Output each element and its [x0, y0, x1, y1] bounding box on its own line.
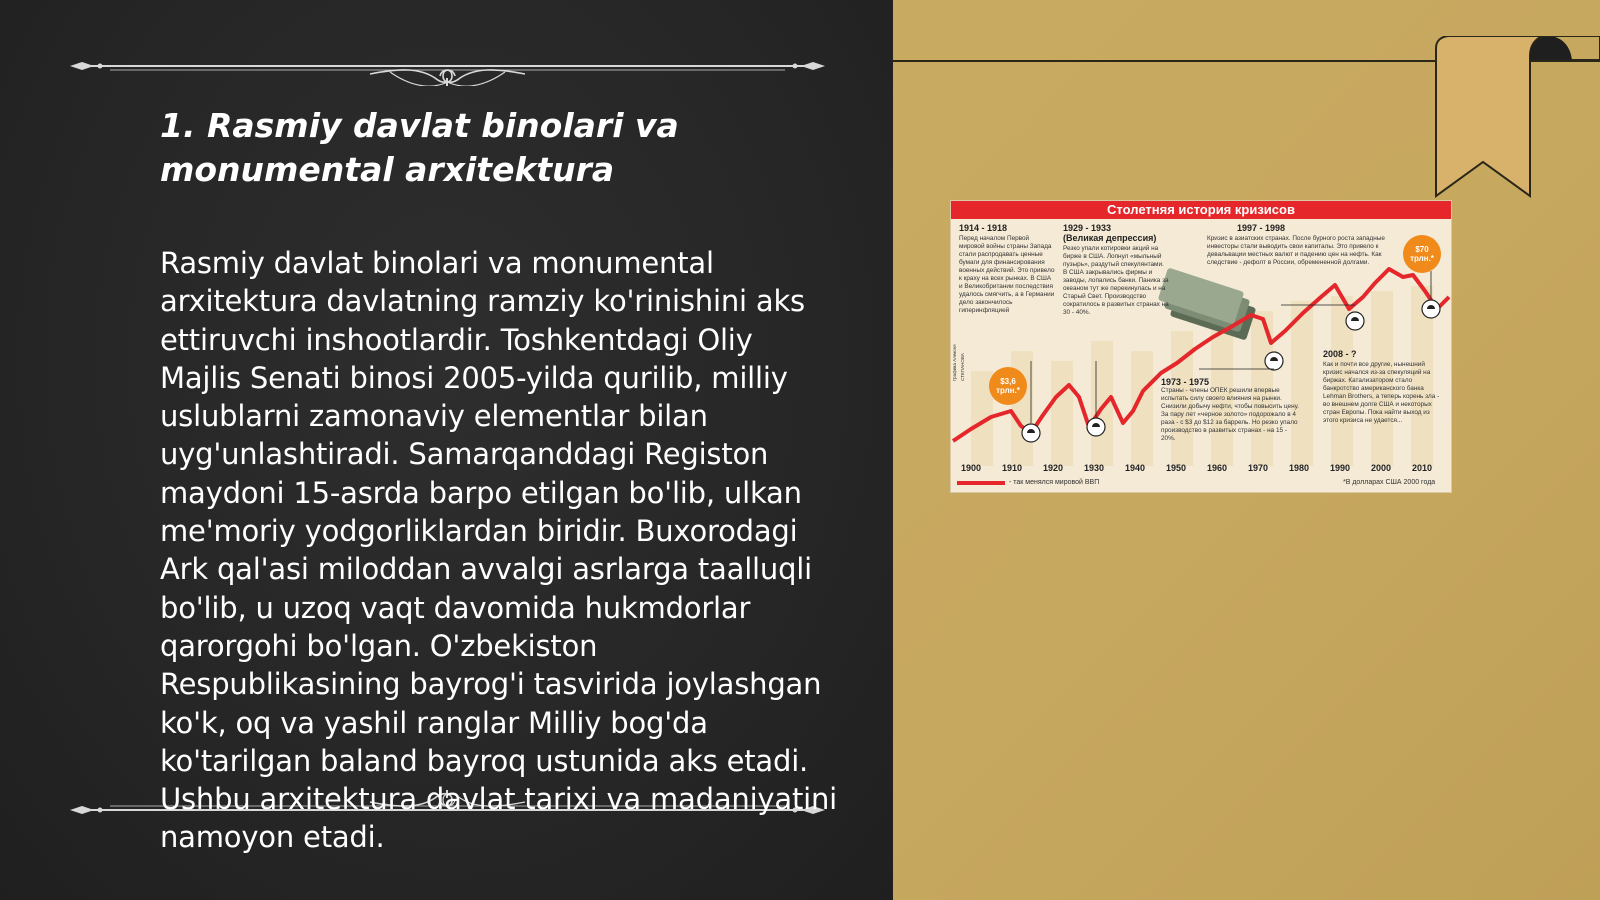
x-tick-label: 2000: [1371, 463, 1392, 473]
period-note: Резко упали котировки акций на бирже в США. Лопнул «мыльный пузырь», раздутый спекулянтами. В США закрывались фирмы и заводы, лопались банки. Паника за океаном тут же перекинулась и на Старый Свет. Производство сократилось в развитых странах на 30 - 40%.: [1063, 245, 1169, 316]
legend-text: - так менялся мировой ВВП: [1009, 479, 1100, 486]
graphics-credit: Графика Алексея СТЕПАНОВА: [952, 344, 965, 381]
period-sublabel: (Великая депрессия): [1063, 233, 1157, 243]
x-tick-label: 1960: [1207, 463, 1228, 473]
period-label: 1914 - 1918: [959, 223, 1008, 233]
x-tick-label: 1990: [1330, 463, 1351, 473]
value-badge: $3,6 трлн.*: [989, 367, 1027, 405]
period-note: Страны - члены ОПЕК решили впервые испытать силу своего влияния на рынки. Снизили добычу нефти, чтобы повысить цену. За пару лет «черное золото» подорожало в 4 раза - с $3 до $12 за баррель. Но резко упало производство в развитых странах - на 15 - 20%.: [1161, 387, 1299, 442]
bookmark-ribbon-icon: [1430, 36, 1600, 200]
x-tick-label: 1970: [1248, 463, 1269, 473]
x-tick-label: 1980: [1289, 463, 1310, 473]
slide-title: 1. Rasmiy davlat binolari va monumental arxitektura: [160, 106, 679, 189]
money-stack-icon: [1158, 267, 1257, 340]
period-label: 1973 - 1975: [1161, 377, 1210, 387]
x-tick-label: 1930: [1084, 463, 1105, 473]
x-tick-label: 1950: [1166, 463, 1187, 473]
x-tick-label: 1910: [1002, 463, 1023, 473]
x-tick-label: 1900: [961, 463, 982, 473]
period-note: Перед началом Первой мировой войны страны Запада стали распродавать ценные бумаги для финансирования военных действий. Это привело к краху на всех рынках. В США и Великобритании последствия удалось смягчить, а в Германии дело закончилось гиперинфляцией: [959, 235, 1055, 314]
x-tick-label: 1940: [1125, 463, 1146, 473]
value-badge: $70 трлн.*: [1403, 235, 1441, 273]
infographic-title: Столетняя история кризисов: [951, 201, 1451, 219]
x-tick-label: 1920: [1043, 463, 1064, 473]
period-note: Как и почти все другие, нынешний кризис начался из-за спекуляций на биржах. Катализатором стало банкротство американского банка Lehman Brothers, а теперь корень зла - во внешнем долге США и некоторых стран Европы. Пока найти выход из этого кризиса не удается...: [1323, 361, 1440, 424]
period-note: Кризис в азиатских странах. После бурного роста западные инвесторы стали выводить свои капиталы. Это привело к девальвации местных валют и падению цен на нефть. Как следствие - дефолт в России, обремененной долгами.: [1207, 235, 1385, 266]
footnote-text: *В долларах США 2000 года: [1343, 479, 1436, 486]
x-tick-label: 2010: [1412, 463, 1433, 473]
period-label: 1997 - 1998: [1237, 223, 1286, 233]
ornament-divider-icon: [70, 46, 825, 86]
slide-body-text: Rasmiy davlat binolari va monumental arxitektura davlatning ramziy ko'rinishini aks ettiruvchi inshootlardir. Toshkentdagi Oliy Majlis Senati binosi 2005-yilda qurilib, milliy uslublarni zamonaviy elementlar bilan uyg'unlashtiradi. Samarqanddagi Registon maydoni 15-asrda barpo etilgan bo'lib, ulkan me'moriy yodgorliklardan biridir. Buxorodagi Ark qal'asi miloddan avvalgi asrlarga taalluqli bo'lib, u uzoq vaqt davomida hukmdorlar qarorgohi bo'lgan. O'zbekiston Respublikasining bayrog'i tasvirida joylashgan ko'k, oq va yashil ranglar Milliy bog'da ko'tarilgan baland bayroq ustunida aks etadi. Ushbu arxitektura davlat tarixi va madaniyatini namoyon etadi.: [160, 246, 838, 855]
crisis-infographic: [950, 200, 1452, 493]
period-label: 1929 - 1933: [1063, 223, 1112, 233]
period-label: 2008 - ?: [1323, 349, 1357, 359]
